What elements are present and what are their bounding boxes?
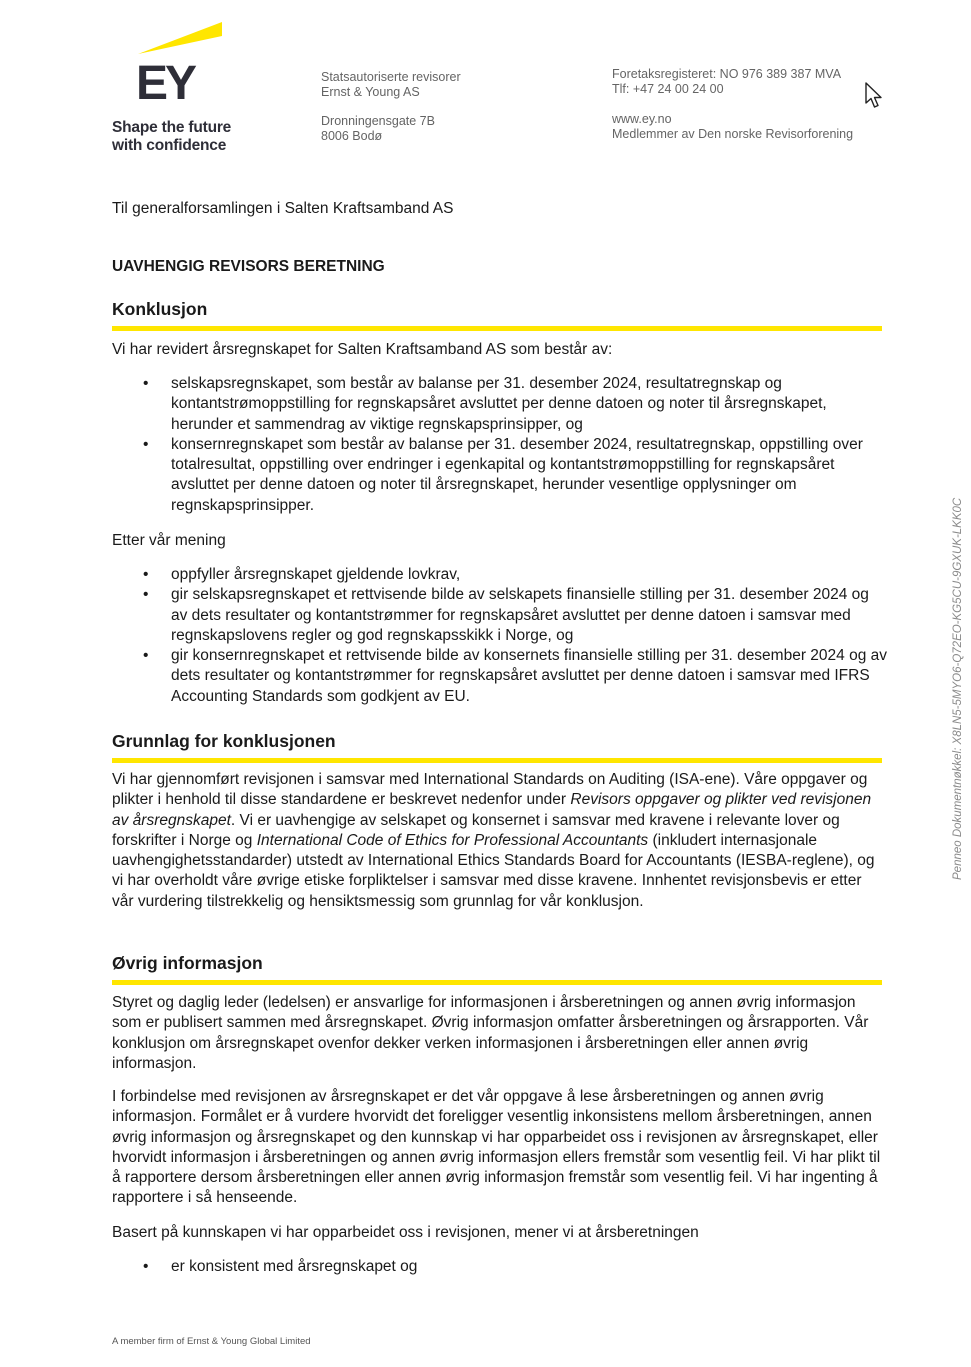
- grunnlag-text-d: International Code of Ethics for Professional Accountants: [256, 831, 649, 849]
- bullet-icon: •: [143, 1258, 149, 1275]
- grunnlag-paragraph: [112, 770, 887, 912]
- list-item: [112, 646, 887, 707]
- bullet-icon: •: [143, 586, 149, 604]
- ovrig-paragraph-3: Basert på kunnskapen vi har opparbeidet oss i revisjonen, mener vi at årsberetningen: [112, 1224, 699, 1241]
- opinion-bullet-list: [112, 565, 887, 707]
- list-item-text: konsernregnskapet som består av balanse per 31. desember 2024, resultatregnskap, oppstilling over totalresultat, oppstilling over endringer i egenkapital og kontantstrømoppstilling for regnskapsåret avsluttet per denne datoen og noter til årsregnskapet, herunder vesentlige opplysninger om regnskapsprinsipper.: [171, 435, 863, 514]
- firm-line-2: Ernst & Young AS: [321, 85, 420, 99]
- membership-line: Medlemmer av Den norske Revisorforening: [612, 127, 854, 141]
- address-line-1: Dronningensgate 7B: [321, 114, 435, 128]
- list-item: [112, 585, 887, 646]
- address-block: [321, 114, 435, 144]
- konklusjon-bullet-list: [112, 374, 887, 516]
- addressee: Til generalforsamlingen i Salten Kraftsamband AS: [112, 200, 454, 217]
- firm-line-1: Statsautoriserte revisorer: [321, 70, 461, 84]
- grunnlag-text-c: . Vi er uavhengige av selskapet og konsernet i samsvar med kravene i relevante lover og forskrifter i Norge og: [112, 811, 840, 849]
- list-item: [112, 374, 887, 435]
- tagline-line-2: with confidence: [112, 137, 227, 154]
- konklusjon-intro: Vi har revidert årsregnskapet for Salten Kraftsamband AS som består av:: [112, 341, 613, 358]
- phone-line: Tlf: +47 24 00 24 00: [612, 82, 724, 96]
- page-footer: A member firm of Ernst & Young Global Limited: [112, 1336, 311, 1347]
- list-item: [112, 1257, 887, 1277]
- grunnlag-text-b: Revisors oppgaver og plikter ved revisjonen av årsregnskapet: [112, 791, 872, 829]
- list-item-text: oppfyller årsregnskapet gjeldende lovkrav,: [171, 566, 461, 583]
- penneo-document-key: Penneo Dokumentnøkkel: X8LN5-5MYO6-Q72EO-KG5CU-9GXUK-LKK0C: [952, 497, 964, 880]
- grunnlag-text-a: Vi har gjennomført revisjonen i samsvar med International Standards on Auditing (ISA-ene). Våre oppgaver og plikter i henhold til disse standardene er beskrevet nedenfor under: [112, 771, 868, 809]
- web-block: [612, 112, 853, 142]
- tagline-line-1: Shape the future: [112, 119, 232, 136]
- list-item-text: gir konsernregnskapet et rettvisende bilde av konsernets finansielle stilling per 31. desember 2024 og av dets resultater og kontantstrømmer for regnskapsåret avsluttet per denne datoen i samsvar med IFRS Accounting Standards som godkjent av EU.: [171, 647, 888, 705]
- section-heading-grunnlag: Grunnlag for konklusjonen: [112, 731, 882, 763]
- bullet-icon: •: [143, 375, 149, 392]
- address-line-2: 8006 Bodø: [321, 129, 383, 143]
- register-line: Foretaksregisteret: NO 976 389 387 MVA: [612, 67, 842, 81]
- list-item: [112, 435, 887, 516]
- bullet-icon: •: [143, 435, 149, 453]
- document-title: UAVHENGIG REVISORS BERETNING: [112, 258, 385, 275]
- web-link[interactable]: www.ey.no: [612, 112, 672, 126]
- list-item-text: gir selskapsregnskapet et rettvisende bilde av selskapets finansielle stilling per 31. desember 2024 og av dets resultater og kontantstrømmer for regnskapsåret avsluttet per denne datoen i samsvar med regnskapslovens regler og god regnskapsskikk i Norge, og: [171, 586, 869, 644]
- section-heading-konklusjon: Konklusjon: [112, 299, 882, 331]
- firm-name-block: [321, 70, 461, 100]
- list-item-text: er konsistent med årsregnskapet og: [171, 1258, 418, 1275]
- ovrig-bullet-list: [112, 1257, 887, 1277]
- list-item: [112, 565, 887, 585]
- ey-logo-wordmark: EY: [136, 57, 195, 110]
- mouse-pointer-icon: [864, 82, 884, 110]
- ey-logo-tagline: [112, 119, 231, 155]
- ovrig-paragraph-1: Styret og daglig leder (ledelsen) er ansvarlige for informasjonen i årsberetningen og annen øvrig informasjon som er publisert sammen med årsregnskapet. Øvrig informasjon omfatter årsberetningen og årsrapporten. Vår konklusjon om årsregnskapet ovenfor dekker verken informasjonen i årsberetningen eller annen øvrig informasjon.: [112, 994, 869, 1072]
- bullet-icon: •: [143, 647, 149, 665]
- section-heading-ovrig: Øvrig informasjon: [112, 953, 882, 985]
- opinion-intro: Etter vår mening: [112, 532, 226, 549]
- ovrig-paragraph-2: I forbindelse med revisjonen av årsregnskapet er det vår oppgave å lese årsberetningen og annen øvrig informasjon. Formålet er å vurdere hvorvidt det foreligger vesentlig inkonsistens mellom årsberetningen, annen øvrig informasjon og årsregnskapet og den kunnskap vi har opparbeidet oss i revisjonen av årsregnskapet, eller hvorvidt informasjon i årsberetningen og annen øvrig informasjon ellers fremstår som vesentlig feil. Vi har plikt til å rapportere dersom årsberetningen eller annen øvrig informasjon fremstår som vesentlig feil. Vi har ingenting å rapportere i så henseende.: [112, 1088, 881, 1207]
- bullet-icon: •: [143, 566, 149, 583]
- list-item-text: selskapsregnskapet, som består av balanse per 31. desember 2024, resultatregnskap og kontantstrømoppstilling for regnskapsåret avsluttet per denne datoen og noter til årsregnskapet, herunder et sammendrag av viktige regnskapsprinsipper, og: [171, 375, 827, 433]
- register-block: [612, 67, 841, 97]
- ey-logo-beam-icon: [138, 22, 222, 54]
- grunnlag-text-e: (inkludert internasjonale uavhengighetsstandarder) utstedt av International Ethics Standards Board for Accountants (IESBA-reglene), og vi har overholdt våre øvrige etiske forpliktelser i samsvar med disse kravene. Innhentet revisjonsbevis er etter vår vurdering tilstrekkelig og hensiktsmessig som grunnlag for vår konklusjon.: [112, 831, 875, 910]
